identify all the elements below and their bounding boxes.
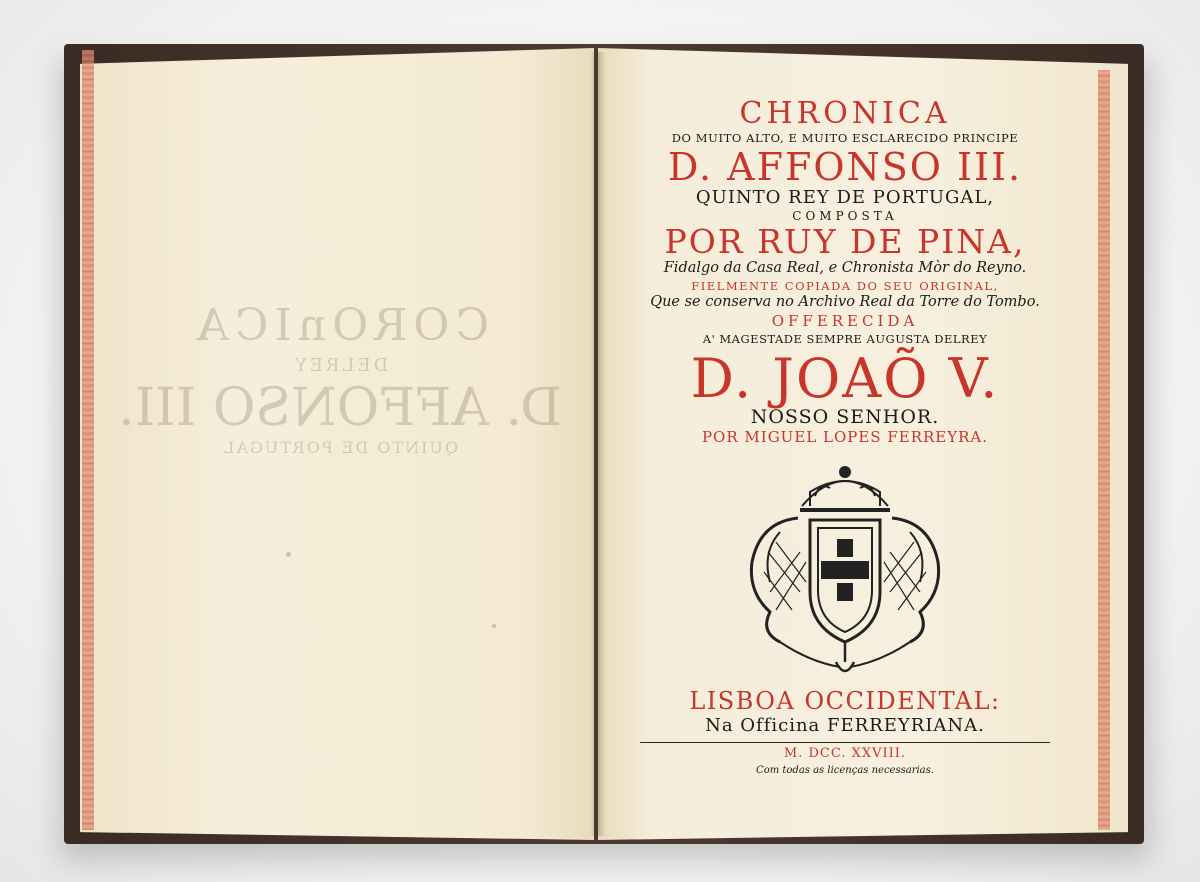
- imprint-licencas: Com todas as licenças necessarias.: [756, 765, 934, 777]
- right-page-red-edge: [1098, 70, 1110, 830]
- title-editor: POR MIGUEL LOPES FERREYRA.: [701, 427, 989, 446]
- imprint-rule: [640, 742, 1050, 743]
- title-offerecida: OFFERECIDA: [771, 312, 919, 331]
- imprint-block: [620, 688, 1070, 776]
- title-quinto: QUINTO REY DE PORTUGAL,: [695, 187, 995, 209]
- bleed-line-2: DELREY: [291, 355, 389, 376]
- bleed-line-3: D. AFFONSO III.: [118, 378, 562, 438]
- book-gutter: [590, 52, 606, 836]
- title-fidalgo: Fidalgo da Casa Real, e Chronista Mòr do Reyno.: [663, 259, 1027, 276]
- crest-icon: [740, 462, 950, 692]
- paper-stain: [492, 624, 496, 628]
- title-magestade: A' MAGESTADE SEMPRE AUGUSTA DELREY: [702, 331, 988, 346]
- title-composta: COMPOSTA: [792, 209, 898, 224]
- title-nosso: NOSSO SENHOR.: [750, 405, 940, 428]
- title-author: POR RUY DE PINA,: [664, 221, 1026, 261]
- imprint-officina: Na Officina FERREYRIANA.: [705, 715, 985, 737]
- title-dedicatee: D. JOAÕ V.: [690, 346, 1000, 410]
- bleed-through-text: [110, 300, 570, 457]
- title-quese: Que se conserva no Archivo Real da Torre do Tombo.: [650, 293, 1040, 310]
- imprint-place: LISBOA OCCIDENTAL:: [689, 687, 1001, 715]
- imprint-year: M. DCC. XXVIII.: [783, 746, 907, 762]
- bleed-line-4: QUINTO DE PORTUGAL: [221, 438, 459, 457]
- paper-stain: [286, 552, 291, 557]
- title-fielmente: FIELMENTE COPIADA DO SEU ORIGINAL,: [691, 278, 999, 293]
- bleed-line-1: COROnICA: [190, 300, 490, 351]
- left-page-red-edge: [82, 50, 94, 830]
- title-chronica: CHRONICA: [739, 96, 951, 131]
- title-block: [610, 98, 1080, 445]
- title-king: D. AFFONSO III.: [667, 144, 1023, 189]
- title-subtitle: DO MUITO ALTO, E MUITO ESCLARECIDO PRINCIPE: [671, 130, 1019, 145]
